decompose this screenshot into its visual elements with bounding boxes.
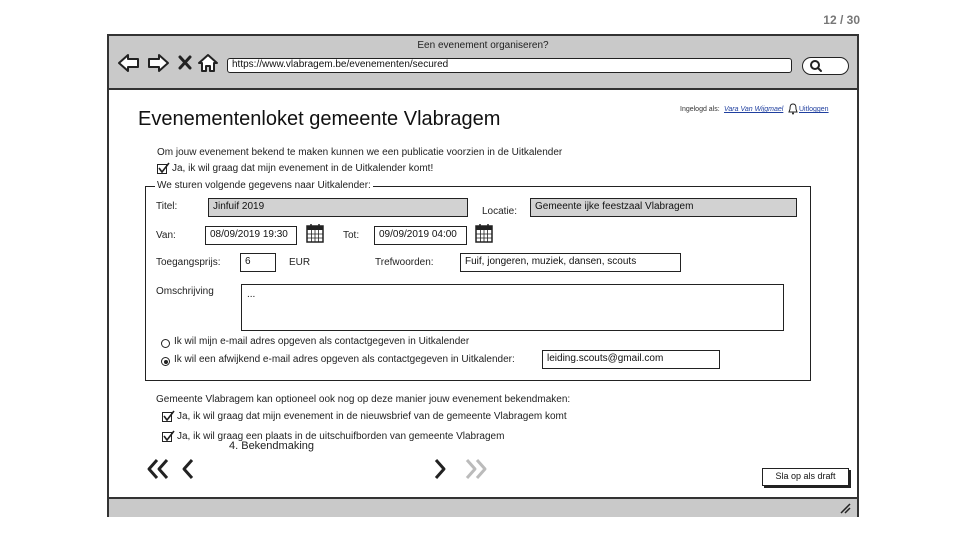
page-content	[109, 92, 857, 495]
from-calendar-icon[interactable]	[306, 223, 324, 243]
browser-search-button[interactable]	[802, 57, 849, 75]
search-icon	[809, 59, 825, 73]
back-arrow-icon[interactable]	[117, 52, 141, 74]
title-label: Titel:	[156, 201, 178, 212]
bell-icon[interactable]	[787, 103, 799, 115]
next-step-icon[interactable]	[432, 458, 448, 480]
stop-x-icon[interactable]	[177, 52, 193, 74]
slide-number: 12 / 30	[823, 13, 860, 27]
fieldset-legend: We sturen volgende gegevens naar Uitkalender:	[157, 180, 371, 191]
browser-toolbar	[109, 36, 857, 90]
from-date-field[interactable]: 08/09/2019 19:30	[205, 226, 297, 245]
current-step-label: 4. Bekendmaking	[229, 440, 314, 452]
status-bar	[109, 497, 857, 517]
keywords-label: Trefwoorden:	[375, 257, 434, 268]
title-field[interactable]: Jinfuif 2019	[208, 198, 468, 217]
description-label: Omschrijving	[156, 286, 214, 297]
first-step-icon[interactable]	[146, 458, 170, 480]
price-field[interactable]: 6	[240, 253, 276, 272]
user-name-link[interactable]: Vara Van Wijgmael	[724, 106, 784, 113]
optional-intro: Gemeente Vlabragem kan optioneel ook nog op deze manier jouw evenement bekendmaken:	[156, 394, 571, 405]
home-icon[interactable]	[197, 52, 219, 74]
browser-window	[107, 34, 859, 517]
own-email-radio-label: Ik wil mijn e-mail adres opgeven als contactgegeven in Uitkalender	[174, 336, 470, 347]
billboard-checkbox-label: Ja, ik wil graag een plaats in de uitschuifborden van gemeente Vlabragem	[177, 431, 505, 442]
save-draft-button[interactable]: Sla op als draft	[762, 468, 849, 486]
forward-arrow-icon[interactable]	[146, 52, 170, 74]
keywords-field[interactable]: Fuif, jongeren, muziek, dansen, scouts	[460, 253, 681, 272]
previous-step-icon[interactable]	[180, 458, 196, 480]
checkmark-icon	[162, 430, 175, 443]
to-date-field[interactable]: 09/09/2019 04:00	[374, 226, 467, 245]
to-label: Tot:	[343, 230, 360, 241]
uitkalender-checkbox-label: Ja, ik wil graag dat mijn evenement in de Uitkalender komt!	[172, 163, 434, 174]
checkmark-icon	[157, 162, 170, 175]
description-textarea[interactable]: ...	[241, 284, 784, 331]
own-email-radio[interactable]	[161, 339, 170, 348]
window-title: Een evenement organiseren?	[417, 40, 549, 51]
location-field[interactable]: Gemeente ijke feestzaal Vlabragem	[530, 198, 797, 217]
location-label: Locatie:	[482, 206, 518, 217]
price-label: Toegangsprijs:	[156, 257, 221, 268]
from-label: Van:	[156, 230, 176, 241]
newsletter-checkbox-label: Ja, ik wil graag dat mijn evenement in de nieuwsbrief van de gemeente Vlabragem komt	[177, 411, 567, 422]
other-email-radio[interactable]	[161, 357, 170, 366]
other-email-radio-label: Ik wil een afwijkend e-mail adres opgeven als contactgegeven in Uitkalender:	[174, 354, 515, 365]
newsletter-checkbox[interactable]	[162, 412, 172, 422]
billboard-checkbox[interactable]	[162, 432, 172, 442]
resize-grip-icon[interactable]	[839, 502, 851, 514]
to-calendar-icon[interactable]	[475, 223, 493, 243]
uitkalender-checkbox[interactable]	[157, 164, 167, 174]
logged-in-label: Ingelogd als:	[680, 106, 720, 113]
checkmark-icon	[162, 410, 175, 423]
publication-intro: Om jouw evenement bekend te maken kunnen we een publicatie voorzien in de Uitkalender	[157, 147, 563, 158]
last-step-icon	[464, 458, 488, 480]
page-title: Evenementenloket gemeente Vlabragem	[138, 108, 501, 130]
contact-email-field[interactable]: leiding.scouts@gmail.com	[542, 350, 720, 369]
url-input[interactable]: https://www.vlabragem.be/evenementen/secured	[227, 58, 792, 73]
currency-label: EUR	[289, 257, 311, 268]
logout-link[interactable]: Uitloggen	[799, 106, 829, 113]
